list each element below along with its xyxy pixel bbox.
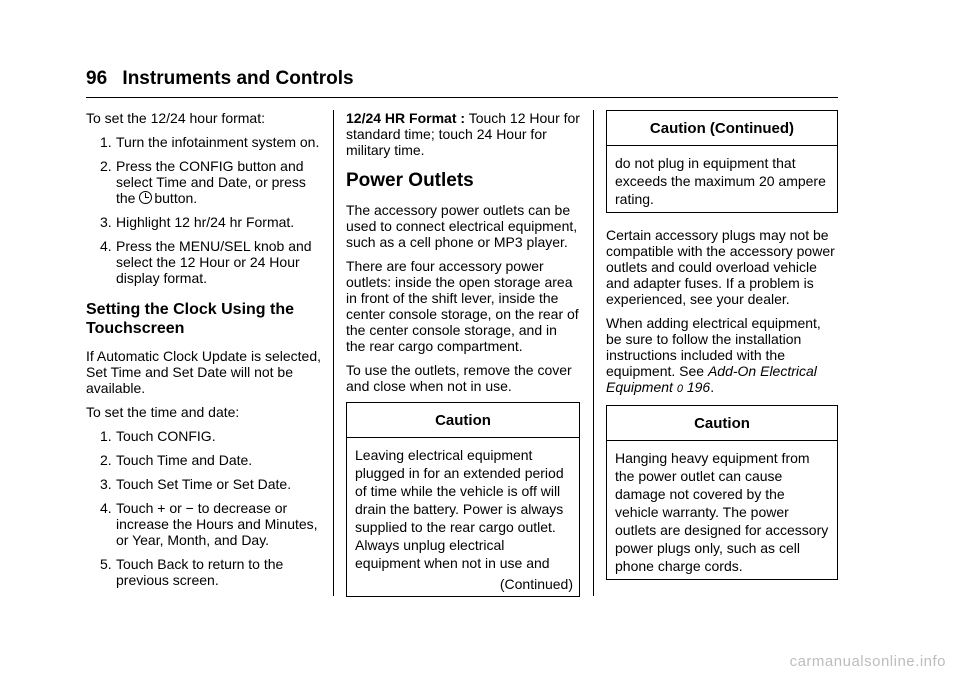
column-1 [86,110,326,596]
column-divider [333,110,334,596]
intro-text: To set the time and date: [86,404,240,420]
section-heading: Power Outlets [346,170,474,191]
column-divider [593,110,594,596]
column-3 [606,110,838,594]
intro-text: To set the 12/24 hour format: [86,110,265,126]
paragraph: The accessory power outlets can be used to connect electrical equipment, such as a cell phone or MP3 player. [346,202,578,250]
column-2 [346,110,580,611]
definition-term: 12/24 HR Format : [346,110,466,126]
list-item: 5. Touch Back to return to the previous screen. [100,556,284,588]
time-steps-list [86,428,326,588]
page-reference-icon: 0 [676,383,683,395]
section-title: Instruments and Controls [122,68,354,89]
paragraph: When adding electrical equipment, be sure to follow the installation instructions included with the equipment. See Add-On Electrical Equipment 0 196. [606,315,821,395]
list-item: 3. Highlight 12 hr/24 hr Format. [100,214,295,230]
paragraph: To use the outlets, remove the cover and close when not in use. [346,362,572,394]
page-header [86,68,354,90]
header-rule [86,97,838,98]
caution-box [346,402,580,597]
list-item: 4. Press the MENU/SEL knob and select the 12 Hour or 24 Hour display format. [100,238,312,286]
list-item: 1. Touch CONFIG. [100,428,216,444]
list-item: 2. Press the CONFIG button and select Time and Date, or press the button. [100,158,306,206]
paragraph: Certain accessory plugs may not be compatible with the accessory power outlets and could overload vehicle and adapter fuses. If a problem is experienced, see your dealer. [606,227,835,307]
list-item: 2. Touch Time and Date. [100,452,253,468]
clock-icon [139,191,152,204]
section-heading: Setting the Clock Using the Touchscreen [86,301,295,337]
list-item: 4. Touch + or − to decrease or increase the Hours and Minutes, or Year, Month, and Day. [100,500,318,548]
watermark: carmanualsonline.info [789,653,946,670]
caution-text: do not plug in equipment that exceeds the maximum 20 ampere rating. [615,155,826,207]
page-reference-number[interactable]: 196 [686,379,711,395]
page-number: 96 [86,68,108,89]
caution-continued-box [606,110,838,213]
caution-title: Caution (Continued) [607,111,837,146]
definition-paragraph: 12/24 HR Format : Touch 12 Hour for standard time; touch 24 Hour for military time. [346,110,580,158]
caution-text: Leaving electrical equipment plugged in for an extended period of time while the vehicle is off will drain the battery. Power is always supplied to the rear cargo outlet. Always unplug electrical equipment when not in use and [355,447,564,571]
paragraph: If Automatic Clock Update is selected, Set Time and Set Date will not be available. [86,348,321,396]
caution-box [606,405,838,580]
format-steps-list [86,134,326,286]
list-item: 1. Turn the infotainment system on. [100,134,320,150]
list-item: 3. Touch Set Time or Set Date. [100,476,292,492]
caution-text: Hanging heavy equipment from the power outlet can cause damage not covered by the vehicle warranty. The power outlets are designed for accessory power plugs only, such as cell phone charge cords. [615,450,829,574]
caution-title: Caution [607,406,837,441]
continued-label: (Continued) [499,576,573,592]
cross-reference-link[interactable]: Add-On Electrical Equipment [606,363,817,395]
paragraph: There are four accessory power outlets: inside the open storage area in front of the shift lever, inside the center console storage, on the rear of the center console storage, and in the rear cargo compartment. [346,258,579,354]
caution-title: Caution [347,403,579,438]
